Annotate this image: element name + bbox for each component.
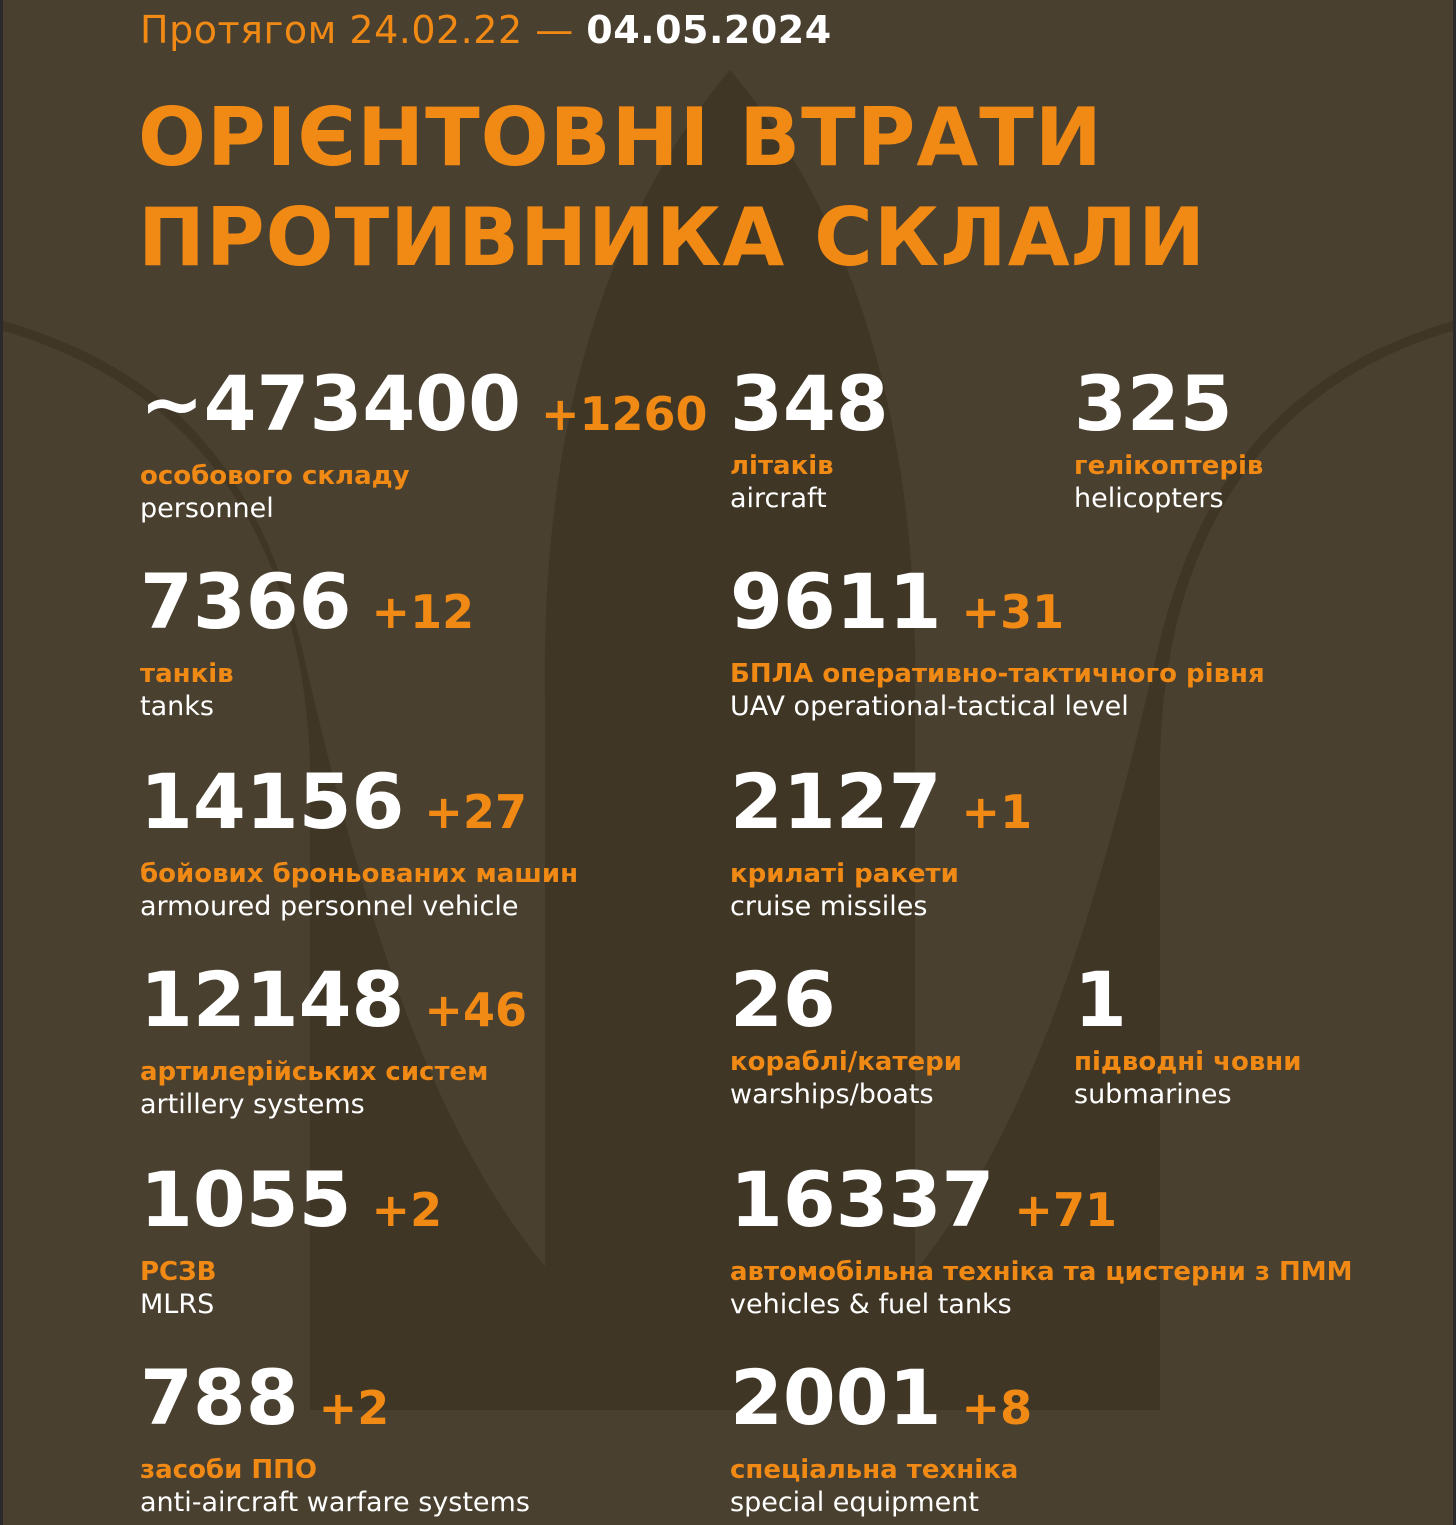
stat-value: 16337 xyxy=(730,1155,995,1244)
stat-delta: +12 xyxy=(371,585,475,639)
stat-value-line xyxy=(140,1353,530,1446)
stat-value: 2127 xyxy=(730,757,942,846)
stat-label-uk: гелікоптерів xyxy=(1074,451,1264,481)
stat-label-en: cruise missiles xyxy=(730,891,928,922)
stat-label-uk: танків xyxy=(140,659,234,689)
stat-special-equipment xyxy=(730,1353,1033,1520)
stat-label-en: anti-aircraft warfare systems xyxy=(140,1487,530,1518)
stat-delta: +1260 xyxy=(540,387,708,441)
stat-personnel xyxy=(140,359,708,526)
stat-value-line xyxy=(730,1155,1353,1248)
stat-delta: +31 xyxy=(961,585,1065,639)
stat-label-uk: артилерійських систем xyxy=(140,1057,489,1087)
stat-value: 12148 xyxy=(140,955,405,1044)
date-range-prefix: Протягом 24.02.22 — xyxy=(140,8,574,52)
stat-label-uk: крилаті ракети xyxy=(730,859,959,889)
stat-label-en: armoured personnel vehicle xyxy=(140,891,519,922)
stat-value: 14156 xyxy=(140,757,405,846)
stat-air-defense xyxy=(140,1353,530,1520)
stat-value: 788 xyxy=(140,1353,299,1442)
stat-helicopters xyxy=(1074,359,1264,516)
stat-label-uk: особового складу xyxy=(140,461,410,491)
stat-delta: +1 xyxy=(961,785,1033,839)
stat-label-uk: літаків xyxy=(730,451,834,481)
stat-label-uk: РСЗВ xyxy=(140,1257,217,1287)
stat-label-en: helicopters xyxy=(1074,483,1224,514)
stat-label-en: tanks xyxy=(140,691,214,722)
stat-label-en: special equipment xyxy=(730,1487,979,1518)
stat-value-line xyxy=(140,359,708,452)
stat-delta: +2 xyxy=(371,1183,443,1237)
stat-label-en: MLRS xyxy=(140,1289,215,1320)
stat-label-uk: спеціальна техніка xyxy=(730,1455,1019,1485)
stat-delta: +2 xyxy=(318,1381,390,1435)
stat-value: 1055 xyxy=(140,1155,352,1244)
stat-label-uk: автомобільна техніка та цистерни з ПММ xyxy=(730,1257,1353,1287)
stat-label-uk: кораблі/катери xyxy=(730,1047,962,1077)
date-range xyxy=(140,8,832,52)
stat-value-line xyxy=(140,1155,443,1248)
stat-mlrs xyxy=(140,1155,443,1322)
stat-value-line xyxy=(730,757,1033,850)
stat-submarines xyxy=(1074,955,1302,1112)
stat-value: ~473400 xyxy=(140,359,521,448)
stat-value-line xyxy=(140,757,578,850)
stat-armoured-vehicles xyxy=(140,757,579,924)
stat-cruise-missiles xyxy=(730,757,1033,924)
stat-label-en: warships/boats xyxy=(730,1079,934,1110)
stat-label-uk: БПЛА оперативно-тактичного рівня xyxy=(730,659,1265,689)
stat-label-en: submarines xyxy=(1074,1079,1232,1110)
stat-value-line xyxy=(730,557,1265,650)
stat-label-uk: бойових броньованих машин xyxy=(140,859,579,889)
stat-label-en: artillery systems xyxy=(140,1089,365,1120)
stat-label-uk: засоби ППО xyxy=(140,1455,317,1485)
stat-value-line xyxy=(730,1353,1033,1446)
stat-delta: +71 xyxy=(1014,1183,1117,1237)
stat-value: 2001 xyxy=(730,1353,942,1442)
stat-value: 325 xyxy=(1074,359,1233,448)
stat-value: 7366 xyxy=(140,557,352,646)
stat-delta: +27 xyxy=(424,785,527,839)
stat-delta: +8 xyxy=(961,1381,1033,1435)
page-title xyxy=(138,88,1206,288)
stat-label-en: personnel xyxy=(140,493,274,524)
stat-uav xyxy=(730,557,1265,724)
stat-vehicles xyxy=(730,1155,1353,1322)
stat-label-en: aircraft xyxy=(730,483,827,514)
stat-value: 9611 xyxy=(730,557,942,646)
title-line-1: ОРІЄНТОВНІ ВТРАТИ xyxy=(138,91,1103,184)
date-range-end: 04.05.2024 xyxy=(586,8,832,52)
stat-aircraft xyxy=(730,359,889,516)
stat-delta: +46 xyxy=(424,983,527,1037)
stat-label-uk: підводні човни xyxy=(1074,1047,1302,1077)
stat-tanks xyxy=(140,557,475,724)
left-border xyxy=(0,0,3,1525)
stat-value: 26 xyxy=(730,955,836,1044)
stat-artillery xyxy=(140,955,527,1122)
stat-value-line xyxy=(140,557,475,650)
stat-value-line xyxy=(140,955,527,1048)
stat-label-en: vehicles & fuel tanks xyxy=(730,1289,1012,1320)
stat-label-en: UAV operational-tactical level xyxy=(730,691,1129,722)
stat-value: 348 xyxy=(730,359,889,448)
stat-value: 1 xyxy=(1074,955,1127,1044)
stat-warships xyxy=(730,955,962,1112)
title-line-2: ПРОТИВНИКА СКЛАЛИ xyxy=(138,191,1207,284)
